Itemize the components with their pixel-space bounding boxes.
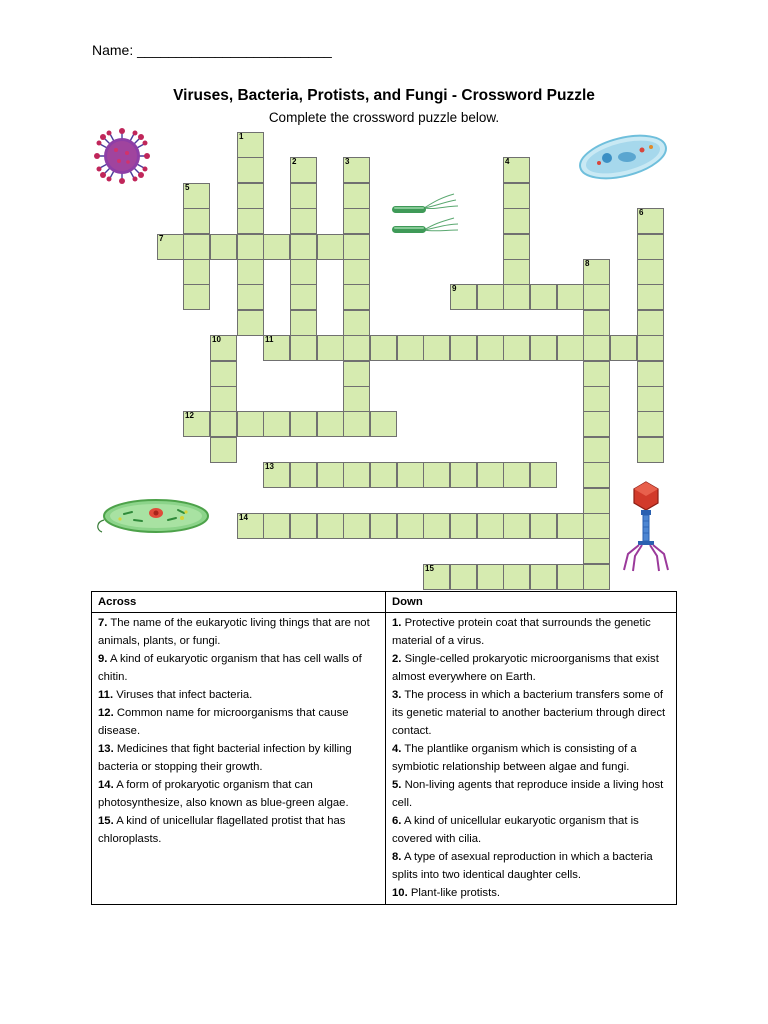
clue-down-2: 2. Single-celled prokaryotic microorganisms that exist almost everywhere on Earth. [392,653,659,683]
clue-number: 6 [639,208,644,217]
grid-cell[interactable] [557,564,584,590]
grid-cell[interactable] [290,208,317,234]
grid-cell[interactable] [237,513,264,539]
grid-cell[interactable] [477,284,504,310]
clue-down-6: 6. A kind of unicellular eukaryotic organism that is covered with cilia. [392,815,639,845]
grid-cell[interactable] [237,310,264,336]
clue-down-3: 3. The process in which a bacterium transfers some of its genetic material to another bacterium through direct contact. [392,689,666,737]
grid-cell[interactable] [450,335,477,361]
down-clues [386,613,677,905]
grid-cell[interactable] [557,513,584,539]
grid-cell[interactable] [263,411,290,437]
grid-cell[interactable] [343,335,370,361]
grid-cell[interactable] [317,462,344,488]
grid-cell[interactable] [583,259,610,285]
clues-table [91,591,677,905]
grid-cell[interactable] [583,538,610,564]
paramecium-image [577,133,669,181]
clue-number: 11 [265,335,274,344]
clue-number: 8 [585,259,590,268]
clue-number: 10 [212,335,221,344]
clue-number: 5 [185,183,190,192]
grid-cell[interactable] [210,437,237,463]
grid-cell[interactable] [637,437,664,463]
grid-cell[interactable] [290,157,317,183]
grid-cell[interactable] [343,462,370,488]
clue-down-10: 10. Plant-like protists. [392,887,501,899]
clue-number: 1 [239,132,244,141]
grid-cell[interactable] [423,513,450,539]
page-title: Viruses, Bacteria, Protists, and Fungi - Crossword Puzzle [173,87,595,104]
flagellated-bacteria-image [388,192,460,236]
grid-cell[interactable] [450,564,477,590]
grid-cell[interactable] [583,564,610,590]
grid-cell[interactable] [290,183,317,209]
clue-down-5: 5. Non-living agents that reproduce inside a living host cell. [392,779,664,809]
grid-cell[interactable] [557,335,584,361]
grid-cell[interactable] [503,157,530,183]
grid-cell[interactable] [290,462,317,488]
grid-cell[interactable] [530,335,557,361]
grid-cell[interactable] [503,259,530,285]
grid-cell[interactable] [237,132,264,158]
grid-cell[interactable] [370,513,397,539]
clue-across-13: 13. Medicines that fight bacterial infection by killing bacteria or stopping their growth. [98,743,352,773]
grid-cell[interactable] [423,564,450,590]
grid-cell[interactable] [530,513,557,539]
grid-cell[interactable] [637,310,664,336]
grid-cell[interactable] [557,284,584,310]
grid-cell[interactable] [503,183,530,209]
grid-cell[interactable] [583,462,610,488]
euglena-image [94,494,216,542]
grid-cell[interactable] [263,335,290,361]
grid-cell[interactable] [503,564,530,590]
clue-across-9: 9. A kind of eukaryotic organism that has cell walls of chitin. [98,653,362,683]
grid-cell[interactable] [503,335,530,361]
grid-cell[interactable] [583,361,610,387]
clue-number: 12 [185,411,194,420]
clue-number: 15 [425,564,434,573]
grid-cell[interactable] [503,462,530,488]
grid-cell[interactable] [583,335,610,361]
grid-cell[interactable] [343,259,370,285]
grid-cell[interactable] [370,411,397,437]
grid-cell[interactable] [237,208,264,234]
clue-number: 2 [292,157,297,166]
grid-cell[interactable] [183,411,210,437]
grid-cell[interactable] [583,284,610,310]
clue-number: 4 [505,157,510,166]
grid-cell[interactable] [343,513,370,539]
clue-across-11: 11. Viruses that infect bacteria. [98,689,253,701]
grid-cell[interactable] [637,386,664,412]
grid-cell[interactable] [423,462,450,488]
grid-cell[interactable] [210,234,237,260]
down-header: Down [386,592,677,613]
grid-cell[interactable] [237,183,264,209]
clue-number: 9 [452,284,457,293]
grid-cell[interactable] [290,513,317,539]
grid-cell[interactable] [503,284,530,310]
grid-cell[interactable] [397,335,424,361]
grid-cell[interactable] [583,411,610,437]
grid-cell[interactable] [343,386,370,412]
grid-cell[interactable] [637,335,664,361]
grid-cell[interactable] [317,513,344,539]
grid-cell[interactable] [237,234,264,260]
grid-cell[interactable] [637,259,664,285]
grid-cell[interactable] [423,335,450,361]
clue-across-7: 7. The name of the eukaryotic living things that are not animals, plants, or fungi. [98,617,370,647]
grid-cell[interactable] [237,411,264,437]
grid-cell[interactable] [290,284,317,310]
grid-cell[interactable] [397,462,424,488]
grid-cell[interactable] [477,335,504,361]
across-clues [92,613,386,905]
grid-cell[interactable] [503,513,530,539]
grid-cell[interactable] [210,361,237,387]
clue-down-4: 4. The plantlike organism which is consisting of a symbiotic relationship between algae and fungi. [392,743,637,773]
grid-cell[interactable] [263,234,290,260]
grid-cell[interactable] [263,462,290,488]
grid-cell[interactable] [263,513,290,539]
grid-cell[interactable] [637,361,664,387]
clue-down-1: 1. Protective protein coat that surrounds the genetic material of a virus. [392,617,651,647]
clue-across-12: 12. Common name for microorganisms that cause disease. [98,707,349,737]
grid-cell[interactable] [450,284,477,310]
clue-number: 7 [159,234,164,243]
grid-cell[interactable] [530,284,557,310]
grid-cell[interactable] [210,411,237,437]
grid-cell[interactable] [397,513,424,539]
grid-cell[interactable] [157,234,184,260]
grid-cell[interactable] [343,183,370,209]
grid-cell[interactable] [290,234,317,260]
clue-number: 3 [345,157,350,166]
grid-cell[interactable] [290,259,317,285]
grid-cell[interactable] [343,284,370,310]
grid-cell[interactable] [637,208,664,234]
grid-cell[interactable] [503,208,530,234]
grid-cell[interactable] [237,259,264,285]
grid-cell[interactable] [343,411,370,437]
grid-cell[interactable] [317,411,344,437]
grid-cell[interactable] [290,335,317,361]
grid-cell[interactable] [183,284,210,310]
grid-cell[interactable] [477,564,504,590]
grid-cell[interactable] [370,462,397,488]
grid-cell[interactable] [610,335,637,361]
grid-cell[interactable] [343,208,370,234]
grid-cell[interactable] [237,284,264,310]
grid-cell[interactable] [343,234,370,260]
grid-cell[interactable] [183,183,210,209]
grid-cell[interactable] [583,386,610,412]
grid-cell[interactable] [583,437,610,463]
grid-cell[interactable] [637,284,664,310]
page-subtitle: Complete the crossword puzzle below. [268,110,500,125]
grid-cell[interactable] [343,157,370,183]
clue-number: 14 [239,513,248,522]
grid-cell[interactable] [530,564,557,590]
grid-cell[interactable] [210,335,237,361]
grid-cell[interactable] [343,310,370,336]
grid-cell[interactable] [477,513,504,539]
coronavirus-image [94,128,150,184]
grid-cell[interactable] [583,513,610,539]
grid-cell[interactable] [477,462,504,488]
across-header: Across [92,592,386,613]
grid-cell[interactable] [237,157,264,183]
grid-cell[interactable] [317,234,344,260]
clue-across-14: 14. A form of prokaryotic organism that can photosynthesize, also known as blue-green algae. [98,779,349,809]
grid-cell[interactable] [637,234,664,260]
grid-cell[interactable] [530,462,557,488]
grid-cell[interactable] [183,234,210,260]
grid-cell[interactable] [583,488,610,514]
bacteriophage-image [620,478,672,574]
grid-cell[interactable] [343,361,370,387]
grid-cell[interactable] [290,310,317,336]
grid-cell[interactable] [183,208,210,234]
grid-cell[interactable] [183,259,210,285]
grid-cell[interactable] [450,513,477,539]
clue-across-15: 15. A kind of unicellular flagellated protist that has chloroplasts. [98,815,346,845]
grid-cell[interactable] [317,335,344,361]
grid-cell[interactable] [583,310,610,336]
grid-cell[interactable] [450,462,477,488]
grid-cell[interactable] [290,411,317,437]
grid-cell[interactable] [370,335,397,361]
name-line: Name: _________________________ [92,42,332,58]
grid-cell[interactable] [210,386,237,412]
grid-cell[interactable] [637,411,664,437]
clue-number: 13 [265,462,274,471]
grid-cell[interactable] [503,234,530,260]
clue-down-8: 8. A type of asexual reproduction in which a bacteria splits into two identical daughter cells. [392,851,653,881]
